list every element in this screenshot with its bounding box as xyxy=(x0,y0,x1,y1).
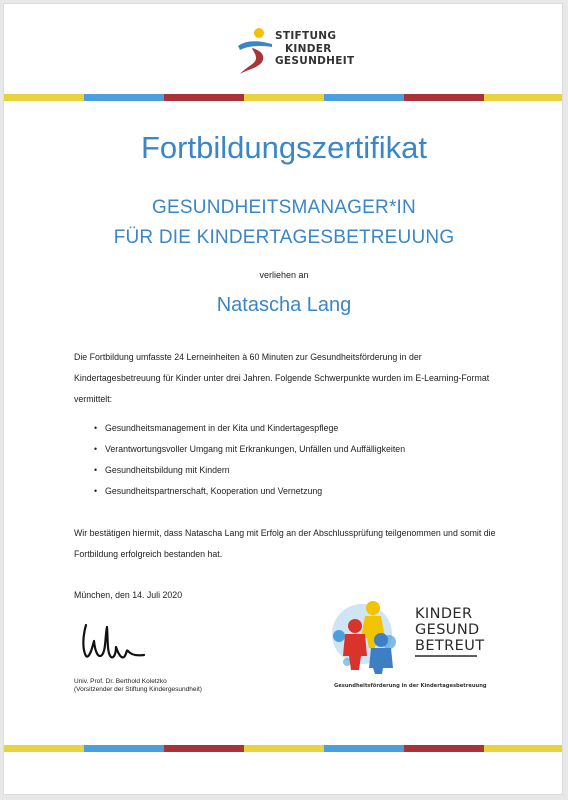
topic-item xyxy=(94,439,514,460)
signature-icon xyxy=(78,619,148,663)
signer-role: (Vorsitzender der Stiftung Kindergesundheit) xyxy=(74,685,202,693)
topic-item xyxy=(94,481,514,502)
topic-text: Gesundheitsbildung mit Kindern xyxy=(105,465,230,475)
subtitle-line-2: FÜR DIE KINDERTAGESBETREUUNG xyxy=(113,227,455,248)
topics-list xyxy=(94,418,514,502)
topic-text: Verantwortungsvoller Umgang mit Erkrankungen, Unfällen und Auffälligkeiten xyxy=(105,444,406,454)
stripe-segment xyxy=(324,94,404,101)
bullet-icon: • xyxy=(94,486,98,496)
bullet-icon: • xyxy=(94,423,98,433)
badge-title-line-1: KINDER xyxy=(415,606,473,622)
stiftung-logo xyxy=(232,26,362,78)
recipient-name: Natascha Lang xyxy=(216,294,352,316)
badge-title-line-2: GESUND xyxy=(415,622,480,638)
place-date: München, den 14. Juli 2020 xyxy=(74,590,183,600)
stripe-segment xyxy=(4,745,84,752)
topic-item xyxy=(94,460,514,481)
stripe-segment xyxy=(484,745,563,752)
stripe-segment xyxy=(4,94,84,101)
stripe-segment xyxy=(164,94,244,101)
badge-caption: Gesundheitsförderung in der Kindertagesbetreuung xyxy=(334,683,487,689)
top-color-stripe xyxy=(4,94,563,101)
bullet-icon: • xyxy=(94,465,98,475)
certificate-title: Fortbildungszertifikat xyxy=(140,130,427,165)
logo-line-3: GESUNDHEIT xyxy=(275,55,355,67)
course-description: Die Fortbildung umfasste 24 Lerneinheiten à 60 Minuten zur Gesundheitsförderung in der Kindertagesbetreuung für Kinder unter drei Jahren. Folgende Schwerpunkte wurden im E-Learning-Format vermittelt: xyxy=(74,352,490,404)
stripe-segment xyxy=(244,745,324,752)
stripe-segment xyxy=(404,745,484,752)
stripe-segment xyxy=(84,745,164,752)
stripe-segment xyxy=(404,94,484,101)
stripe-segment xyxy=(324,745,404,752)
signer-name: Univ. Prof. Dr. Berthold Koletzko xyxy=(74,678,167,685)
children-figures-icon xyxy=(327,596,417,680)
stiftung-logo-icon xyxy=(232,26,276,78)
topic-text: Gesundheitspartnerschaft, Kooperation und Vernetzung xyxy=(105,486,323,496)
stripe-segment xyxy=(84,94,164,101)
topic-text: Gesundheitsmanagement in der Kita und Kindertagespflege xyxy=(105,423,339,433)
stiftung-logo-text xyxy=(275,30,365,68)
badge-title-line-3: BETREUT xyxy=(415,638,485,654)
certificate-subtitle xyxy=(4,193,563,253)
bullet-icon: • xyxy=(94,444,98,454)
subtitle-line-1: GESUNDHEITSMANAGER*IN xyxy=(152,197,416,218)
signer-block xyxy=(74,678,202,693)
certificate-page xyxy=(3,3,563,795)
logo-line-2: KINDER xyxy=(285,42,332,55)
logo-line-1: STIFTUNG xyxy=(275,30,337,42)
bottom-color-stripe xyxy=(4,745,563,752)
stripe-segment xyxy=(244,94,324,101)
signature-image xyxy=(78,619,148,668)
stripe-segment xyxy=(484,94,563,101)
badge-title xyxy=(415,606,484,654)
stripe-segment xyxy=(164,745,244,752)
kinder-gesund-betreut-badge xyxy=(327,596,502,696)
awarded-to-label: verliehen an xyxy=(259,270,309,280)
confirmation-text: Wir bestätigen hiermit, dass Natascha Lang mit Erfolg an der Abschlussprüfung teilgenommen und somit die Fortbildung erfolgreich bestanden hat. xyxy=(74,528,496,559)
topic-item xyxy=(94,418,514,439)
